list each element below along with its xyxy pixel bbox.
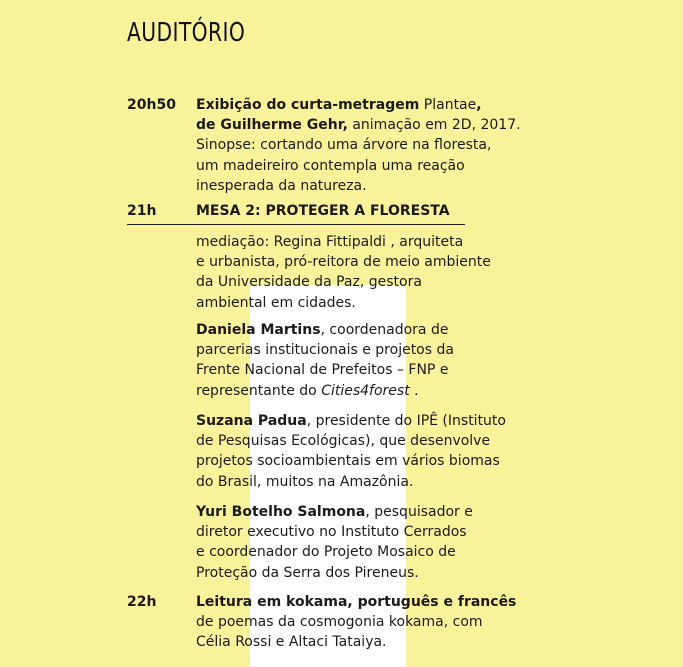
text-line bbox=[196, 612, 556, 632]
text-line bbox=[196, 522, 556, 542]
body-text: parcerias institucionais e projetos da bbox=[196, 342, 454, 359]
body-text: um madeireiro contempla uma reação bbox=[196, 157, 465, 174]
text-line bbox=[196, 232, 556, 252]
text-line bbox=[196, 502, 556, 522]
text-line bbox=[196, 115, 556, 135]
body-text: do Brasil, muitos na Amazônia. bbox=[196, 473, 414, 490]
time-label-21h: 21h bbox=[127, 203, 157, 219]
body-text: inesperada da natureza. bbox=[196, 177, 367, 194]
text-line bbox=[196, 156, 556, 176]
time-label-20h50: 20h50 bbox=[127, 97, 176, 113]
text-line bbox=[196, 135, 556, 155]
bold-text: Daniela Martins bbox=[196, 322, 321, 338]
bold-text: Exibição do curta-metragem bbox=[196, 97, 420, 113]
body-text: , presidente do IPÊ (Instituto bbox=[306, 413, 506, 429]
heading-underline bbox=[127, 224, 465, 225]
text-line bbox=[196, 293, 556, 313]
body-text: , coordenadora de bbox=[320, 322, 449, 338]
body-text: animação em 2D, 2017. bbox=[347, 117, 521, 134]
text-line bbox=[196, 320, 556, 340]
text-line bbox=[196, 360, 556, 380]
body-text: da Universidade da Paz, gestora bbox=[196, 274, 422, 291]
body-text: , arquiteta bbox=[385, 234, 464, 250]
panelist-suzana-paragraph bbox=[196, 411, 556, 492]
panel-heading: MESA 2: PROTEGER A FLORESTA bbox=[196, 203, 450, 219]
body-text: de Pesquisas Ecológicas), que desenvolve bbox=[196, 433, 491, 450]
bold-text: Leitura em kokama, português e francês bbox=[196, 594, 517, 610]
text-line bbox=[196, 472, 556, 492]
body-text: , pesquisador e bbox=[365, 504, 473, 520]
event-reading-description bbox=[196, 592, 556, 653]
body-text: mediação: Regina Fittipaldi bbox=[196, 234, 386, 250]
text-line bbox=[196, 381, 556, 401]
bold-text: Suzana Padua bbox=[196, 413, 307, 429]
bold-text: , bbox=[476, 97, 482, 113]
body-text: e coordenador do Projeto Mosaico de bbox=[196, 544, 456, 561]
time-label-22h: 22h bbox=[127, 594, 157, 610]
body-text: e urbanista, pró-reitora de meio ambiente bbox=[196, 254, 491, 271]
body-text: projetos socioambientais em vários biomas bbox=[196, 453, 500, 470]
body-text: representante do bbox=[196, 382, 322, 399]
text-line bbox=[196, 431, 556, 451]
body-text: . bbox=[409, 382, 419, 399]
text-line bbox=[196, 272, 556, 292]
body-text: Proteção da Serra dos Pireneus. bbox=[196, 564, 419, 581]
text-line bbox=[196, 252, 556, 272]
body-text: Plantae bbox=[419, 97, 477, 113]
text-line bbox=[196, 632, 556, 652]
panel-moderator-paragraph bbox=[196, 232, 556, 313]
body-text: ambiental em cidades. bbox=[196, 294, 356, 311]
body-text: diretor executivo no Instituto Cerrados bbox=[196, 524, 467, 541]
bold-text: Yuri Botelho Salmona bbox=[196, 504, 366, 520]
page-title: AUDITÓRIO bbox=[127, 18, 246, 48]
text-line bbox=[196, 340, 556, 360]
text-line bbox=[196, 176, 556, 196]
text-line bbox=[196, 95, 556, 115]
italic-text: Cities4forest bbox=[321, 382, 410, 399]
body-text: de poemas da cosmogonia kokama, com bbox=[196, 614, 483, 631]
text-line bbox=[196, 592, 556, 612]
text-line bbox=[196, 411, 556, 431]
text-line bbox=[196, 451, 556, 471]
text-line bbox=[196, 542, 556, 562]
panelist-daniela-paragraph bbox=[196, 320, 556, 401]
body-text: Célia Rossi e Altaci Tataiya. bbox=[196, 634, 387, 651]
event-screening-description bbox=[196, 95, 556, 196]
body-text: Frente Nacional de Prefeitos – FNP e bbox=[196, 362, 449, 379]
body-text: Sinopse: cortando uma árvore na floresta, bbox=[196, 137, 492, 154]
bold-text: de Guilherme Gehr, bbox=[196, 117, 348, 134]
panelist-yuri-paragraph bbox=[196, 502, 556, 583]
text-line bbox=[196, 563, 556, 583]
